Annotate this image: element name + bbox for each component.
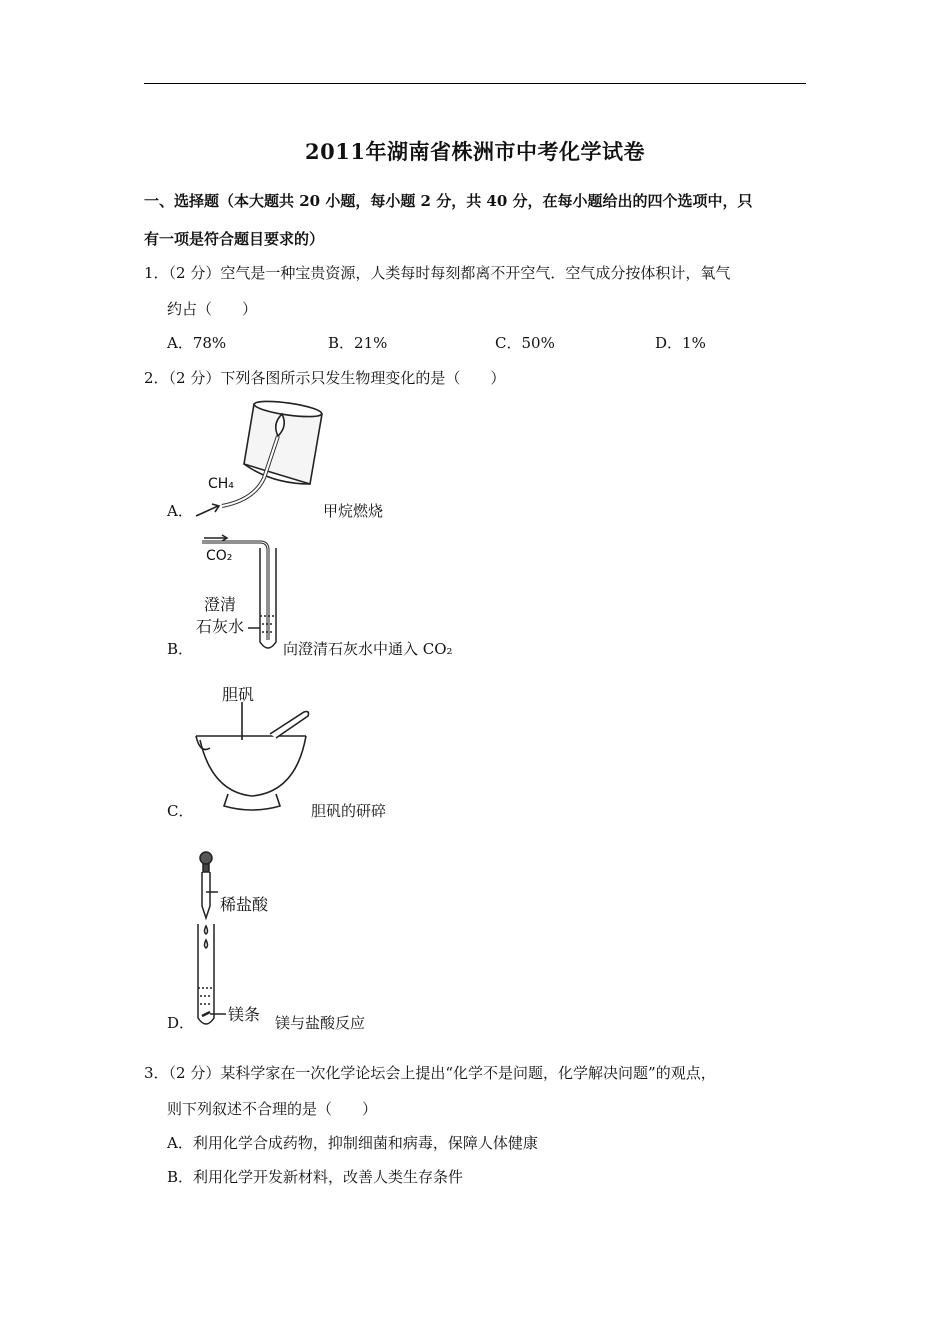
q2-option-a-caption: 甲烷燃烧	[323, 502, 384, 520]
magnesium-ribbon-label: 镁条	[228, 1005, 261, 1024]
q1-stem-line1: 1．（2 分）空气是一种宝贵资源，人类每时每刻都离不开空气．空气成分按体积计，氧气	[144, 264, 731, 282]
q2-option-c-caption: 胆矾的研碎	[311, 802, 387, 820]
limewater-label-bottom: 石灰水	[196, 617, 245, 636]
q2-option-b-caption: 向澄清石灰水中通入 CO₂	[283, 640, 453, 658]
header-rule	[144, 83, 806, 84]
q2-option-c-letter: C．	[167, 802, 194, 820]
methane-burning-figure	[192, 392, 332, 522]
blue-vitriol-label: 胆矾	[222, 685, 255, 704]
q1-stem-line2: 约占（ ）	[167, 300, 258, 318]
q1-option-c: C．50%	[495, 334, 555, 352]
q1-option-d: D．1%	[655, 334, 706, 352]
q2-option-d-letter: D．	[167, 1014, 195, 1032]
q2-stem: 2．（2 分）下列各图所示只发生物理变化的是（ ）	[144, 369, 506, 387]
page-title: 2011年湖南省株洲市中考化学试卷	[305, 139, 645, 164]
ch4-label: CH₄	[208, 476, 234, 492]
q3-stem-line1: 3．（2 分）某科学家在一次化学论坛会上提出“化学不是问题，化学解决问题”的观点，	[144, 1064, 716, 1082]
q2-option-b-letter: B．	[167, 640, 194, 658]
q1-option-a: A．78%	[167, 334, 227, 352]
q2-option-d-caption: 镁与盐酸反应	[275, 1014, 366, 1032]
hydrochloric-acid-label: 稀盐酸	[220, 895, 269, 914]
q1-option-b: B．21%	[328, 334, 388, 352]
q3-option-b: B．利用化学开发新材料，改善人类生存条件	[167, 1168, 464, 1186]
co2-label: CO₂	[206, 548, 233, 564]
magnesium-acid-figure	[192, 848, 292, 1034]
q3-stem-line2: 则下列叙述不合理的是（ ）	[167, 1100, 378, 1118]
limewater-figure	[192, 532, 284, 658]
q3-option-a: A．利用化学合成药物，抑制细菌和病毒，保障人体健康	[167, 1134, 538, 1152]
limewater-label-top: 澄清	[204, 595, 237, 614]
section-heading-line2: 有一项是符合题目要求的）	[144, 230, 325, 248]
mortar-pestle-figure	[192, 684, 316, 816]
section-heading-line1: 一、选择题（本大题共 20 小题，每小题 2 分，共 40 分，在每小题给出的四个选项中，只	[144, 192, 753, 210]
q2-option-a-letter: A．	[167, 502, 193, 520]
